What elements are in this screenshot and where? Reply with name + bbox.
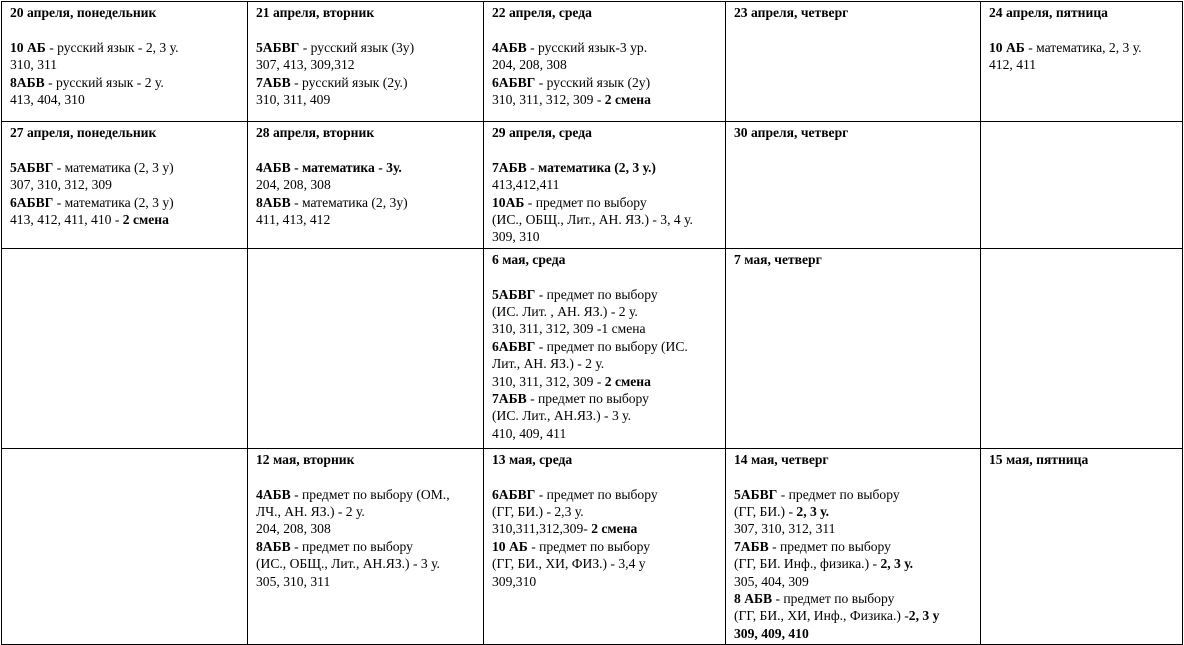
schedule-cell <box>248 122 484 249</box>
schedule-line <box>10 39 239 56</box>
schedule-line <box>492 373 717 390</box>
schedule-line <box>256 486 475 503</box>
schedule-line <box>256 39 475 56</box>
text: - русский язык - 2 у. <box>44 74 164 90</box>
text: - русский язык-3 ур. <box>526 39 648 55</box>
schedule-line <box>10 176 239 193</box>
schedule-line <box>492 303 717 320</box>
schedule-line <box>734 625 972 642</box>
schedule-line <box>256 211 475 228</box>
schedule-cell <box>2 248 248 448</box>
schedule-cell <box>484 122 726 249</box>
bold-text: 8АБВ <box>256 538 291 554</box>
schedule-line <box>734 486 972 503</box>
text: - предмет по выбору <box>768 538 891 554</box>
day-heading: 7 мая, четверг <box>734 251 822 267</box>
bold-text: 8АБВ <box>10 74 45 90</box>
schedule-line <box>256 573 475 590</box>
schedule-line <box>734 520 972 537</box>
schedule-cell <box>2 2 248 122</box>
text: - предмет по выбору <box>535 486 658 502</box>
day-heading: 29 апреля, среда <box>492 125 592 140</box>
bold-text: 4АБВ <box>492 39 527 55</box>
text: 204, 208, 308 <box>492 57 567 73</box>
text: - предмет по выбору <box>777 486 900 502</box>
schedule-line <box>492 407 717 424</box>
schedule-line <box>492 211 717 228</box>
schedule-cell <box>726 122 981 249</box>
text: 410, 409, 411 <box>492 425 567 441</box>
text: - русский язык - 2, 3 у. <box>45 39 179 55</box>
schedule-line <box>492 520 717 537</box>
schedule-line <box>734 555 972 572</box>
day-heading: 30 апреля, четверг <box>734 125 849 140</box>
text: 307, 413, 309,312 <box>256 57 355 73</box>
schedule-line <box>492 425 717 442</box>
bold-text: 6АБВГ <box>10 194 54 210</box>
schedule-line <box>492 573 717 590</box>
schedule-line <box>10 56 239 73</box>
bold-text: 4АБВ <box>256 486 291 502</box>
schedule-line <box>492 176 717 193</box>
text: (ГГ, БИ., ХИ, Инф., Физика.) - <box>734 608 909 624</box>
text: (ИС. Лит. , АН. ЯЗ.) - 2 у. <box>492 304 638 320</box>
schedule-line <box>256 74 475 91</box>
text: 309, 310 <box>492 229 540 245</box>
schedule-line <box>492 159 717 176</box>
bold-text: 10 АБ <box>492 538 528 554</box>
schedule-cell <box>981 2 1183 122</box>
schedule-line <box>256 555 475 572</box>
text: - <box>526 159 538 175</box>
text: - предмет по выбору <box>526 391 649 407</box>
bold-text: 2 смена <box>604 373 651 389</box>
schedule-line <box>10 74 239 91</box>
bold-text: 10 АБ <box>10 39 46 55</box>
schedule-line <box>256 538 475 555</box>
text: ЛЧ., АН. ЯЗ.) - 2 у. <box>256 504 365 520</box>
bold-text: 309, 409, 410 <box>734 625 809 641</box>
bold-text: 2, 3 у. <box>880 556 914 572</box>
schedule-line <box>734 590 972 607</box>
schedule-line <box>492 320 717 337</box>
schedule-line <box>492 56 717 73</box>
schedule-cell <box>981 122 1183 249</box>
schedule-cell <box>981 248 1183 448</box>
text: - предмет по выбору <box>290 538 413 554</box>
schedule-cell <box>726 248 981 448</box>
text: 411, 413, 412 <box>256 212 331 228</box>
bold-text: 8 АБВ <box>734 591 773 607</box>
schedule-line <box>256 503 475 520</box>
bold-text: 6АБВГ <box>492 338 536 354</box>
schedule-row <box>2 2 1183 122</box>
schedule-line <box>492 228 717 245</box>
text: 204, 208, 308 <box>256 521 331 537</box>
schedule-line <box>492 91 717 108</box>
schedule-line <box>492 555 717 572</box>
bold-text: 5АБВГ <box>734 486 778 502</box>
text: - предмет по выбору (ИС. <box>535 338 688 354</box>
text: 310, 311, 312, 309 -1 смена <box>492 321 646 337</box>
text: - предмет по выбору <box>527 538 651 554</box>
schedule-line <box>492 39 717 56</box>
schedule-cell <box>248 2 484 122</box>
text: - русский язык (2у.) <box>290 74 408 90</box>
bold-text: 8АБВ <box>256 194 291 210</box>
schedule-cell <box>484 2 726 122</box>
schedule-line <box>492 355 717 372</box>
text: (ГГ, БИ.) - <box>734 504 797 520</box>
bold-text: 2, 3 у <box>908 608 940 624</box>
bold-text: 7АБВ <box>492 391 527 407</box>
bold-text: 2, 3 у. <box>796 504 830 520</box>
text: (ИС., ОБЩ., Лит., АН. ЯЗ.) - 3, 4 у. <box>492 212 693 228</box>
exam-schedule-table <box>1 1 1183 645</box>
schedule-line <box>256 520 475 537</box>
schedule-line <box>989 56 1174 73</box>
schedule-row <box>2 448 1183 644</box>
bold-text: 6АБВГ <box>492 486 536 502</box>
bold-text: 2 смена <box>591 521 638 537</box>
day-heading: 13 мая, среда <box>492 451 573 467</box>
schedule-line <box>734 573 972 590</box>
day-heading: 27 апреля, понедельник <box>10 125 157 140</box>
text: (ГГ, БИ., ХИ, ФИЗ.) - 3,4 у <box>492 556 646 572</box>
schedule-line <box>256 91 475 108</box>
schedule-line <box>492 538 717 555</box>
schedule-line <box>256 194 475 211</box>
text: - русский язык (3у) <box>299 39 415 55</box>
schedule-line <box>10 159 239 176</box>
text: 310, 311, 312, 309 - <box>492 373 605 389</box>
text: 204, 208, 308 <box>256 177 331 193</box>
text: 309,310 <box>492 573 537 589</box>
schedule-line <box>10 194 239 211</box>
day-heading: 6 мая, среда <box>492 251 566 267</box>
text: (ИС., ОБЩ., Лит., АН.ЯЗ.) - 3 у. <box>256 556 440 572</box>
day-heading: 20 апреля, понедельник <box>10 5 157 20</box>
day-heading: 28 апреля, вторник <box>256 125 375 140</box>
schedule-cell <box>981 448 1183 644</box>
schedule-line <box>492 390 717 407</box>
schedule-line <box>256 56 475 73</box>
schedule-line <box>492 194 717 211</box>
text: Лит., АН. ЯЗ.) - 2 у. <box>492 356 605 372</box>
day-heading: 24 апреля, пятница <box>989 5 1108 20</box>
schedule-line <box>734 607 972 624</box>
bold-text: 10АБ <box>492 194 525 210</box>
text: 412, 411 <box>989 57 1037 73</box>
text: 305, 310, 311 <box>256 573 331 589</box>
text: - предмет по выбору <box>524 194 647 210</box>
schedule-cell <box>726 2 981 122</box>
text: 307, 310, 312, 311 <box>734 521 836 537</box>
text: - предмет по выбору <box>772 591 895 607</box>
bold-text: 4АБВ - математика - 3у. <box>256 159 402 175</box>
text: 413, 404, 310 <box>10 92 85 108</box>
day-heading: 14 мая, четверг <box>734 451 829 467</box>
schedule-line <box>492 486 717 503</box>
text: - русский язык (2у) <box>535 74 651 90</box>
day-heading: 15 мая, пятница <box>989 451 1089 467</box>
bold-text: 2 смена <box>604 92 651 108</box>
schedule-cell <box>2 448 248 644</box>
schedule-line <box>734 503 972 520</box>
text: 310, 311 <box>10 57 58 73</box>
schedule-cell <box>726 448 981 644</box>
text: (ГГ, БИ.) - 2,3 у. <box>492 504 584 520</box>
schedule-line <box>734 538 972 555</box>
schedule-row <box>2 122 1183 249</box>
schedule-line <box>10 91 239 108</box>
text: (ИС. Лит., АН.ЯЗ.) - 3 у. <box>492 408 632 424</box>
schedule-cell <box>2 122 248 249</box>
bold-text: 5АБВГ <box>256 39 300 55</box>
schedule-cell <box>248 448 484 644</box>
text: 310, 311, 409 <box>256 92 331 108</box>
day-heading: 23 апреля, четверг <box>734 5 849 20</box>
text: - математика (2, 3 у) <box>53 159 174 175</box>
schedule-line <box>10 211 239 228</box>
text: - математика, 2, 3 у. <box>1024 39 1142 55</box>
schedule-cell <box>484 248 726 448</box>
schedule-row <box>2 248 1183 448</box>
text: 305, 404, 309 <box>734 573 809 589</box>
day-heading: 22 апреля, среда <box>492 5 592 20</box>
text: 413, 412, 411, 410 - <box>10 212 123 228</box>
bold-text: 7АБВ <box>256 74 291 90</box>
bold-text: 2 смена <box>122 212 169 228</box>
schedule-cell <box>248 248 484 448</box>
bold-text: 5АБВГ <box>10 159 54 175</box>
text: 307, 310, 312, 309 <box>10 177 112 193</box>
bold-text: 6АБВГ <box>492 74 536 90</box>
text: - математика (2, 3 у) <box>53 194 174 210</box>
schedule-cell <box>484 448 726 644</box>
bold-text: 7АБВ <box>734 538 769 554</box>
text: - предмет по выбору (ОМ., <box>290 486 450 502</box>
bold-text: математика (2, 3 у.) <box>538 159 656 175</box>
schedule-line <box>492 74 717 91</box>
schedule-line <box>256 176 475 193</box>
day-heading: 12 мая, вторник <box>256 451 355 467</box>
schedule-line <box>989 39 1174 56</box>
bold-text: 7АБВ <box>492 159 527 175</box>
bold-text: 10 АБ <box>989 39 1025 55</box>
text: 413,412,411 <box>492 177 560 193</box>
schedule-line <box>492 503 717 520</box>
text: 310, 311, 312, 309 - <box>492 92 605 108</box>
schedule-line <box>492 338 717 355</box>
text: 310,311,312,309- <box>492 521 592 537</box>
text: - предмет по выбору <box>535 286 658 302</box>
day-heading: 21 апреля, вторник <box>256 5 375 20</box>
schedule-line <box>492 286 717 303</box>
bold-text: 5АБВГ <box>492 286 536 302</box>
text: - математика (2, 3у) <box>290 194 408 210</box>
text: (ГГ, БИ. Инф., физика.) - <box>734 556 881 572</box>
schedule-line <box>256 159 475 176</box>
